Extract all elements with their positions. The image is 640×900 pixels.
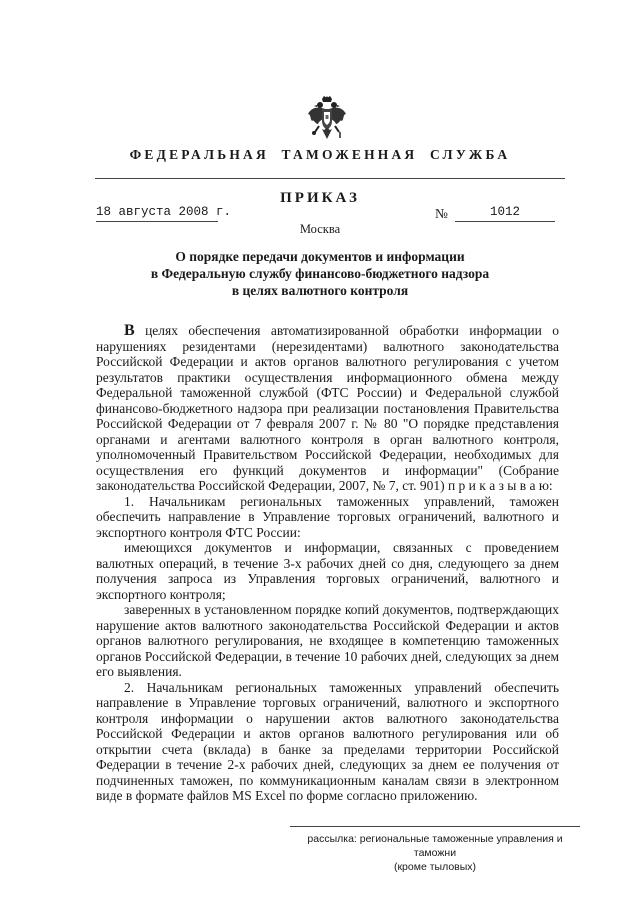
order-date: 18 августа 2008 г. xyxy=(96,205,232,219)
distribution-line: рассылка: региональные таможенные управления и таможни xyxy=(307,833,563,859)
order-number: 1012 xyxy=(490,205,521,219)
issue-city: Москва xyxy=(299,222,341,236)
header-divider xyxy=(95,178,565,179)
footer-divider xyxy=(290,826,580,827)
clause-1-item-paragraph: заверенных в установленном порядке копий документов, подтверждающих нарушение актов валютного законодательства Российской Федерации и актов органов валютного регулирования, не входящее в компетенцию таможенных органов Российской Федерации, в течение 10 рабочих дней, следующих за днем его выявления. xyxy=(96,602,559,679)
subject-line: в Федеральную службу финансово-бюджетного надзора xyxy=(150,266,490,281)
distribution-note xyxy=(290,832,580,874)
clause-1-item-paragraph: имеющихся документов и информации, связанных с проведением валютных операций, в течение 3-х рабочих дней со дня, следующего за днем получения запроса из Управления торговых ограничений, валютного и экспортного контроля; xyxy=(96,540,559,602)
order-body xyxy=(96,323,559,804)
order-subject xyxy=(80,248,560,299)
clause-1-paragraph: 1. Начальникам региональных таможенных управлений, таможен обеспечить направление в Управление торговых ограничений, валютного и экспортного контроля ФТС России: xyxy=(96,493,559,540)
preamble-paragraph: В целях обеспечения автоматизированной обработки информации о нарушениях резидентами (нерезидентами) валютного законодательства Российской Федерации и актов органов валютного регулирования с учетом результатов практики осуществления информационного обмена между Федеральной таможенной службой (ФТС России) и Федеральной службой финансово-бюджетного надзора при реализации постановления Правительства Российской Федерации от 7 февраля 2007 г. № 80 "О порядке представления органами и агентами валютного контроля в орган валютного контроля, уполномоченный Правительством Российской Федерации, необходимых для осуществления его функций документов и информации" (Собрание законодательства Российской Федерации, 2007, № 7, ст. 901) п р и к а з ы в а ю: xyxy=(96,322,559,493)
coat-of-arms-emblem-icon xyxy=(307,96,347,142)
number-sign: № xyxy=(435,206,448,221)
clause-2-paragraph: 2. Начальникам региональных таможенных управлений обеспечить направление в Управление торговых ограничений, валютного и экспортного контроля информации о нарушении актов валютного законодательства Российской Федерации и актов органов валютного регулирования или об открытии счета (вклада) в банке за пределами территории Российской Федерации в течение 2-х рабочих дней, следующих за днем ее получения от подчиненных таможен, по коммуникационным каналам связи в электронном виде в формате файлов MS Excel по форме согласно приложению. xyxy=(96,679,559,803)
document-type-title: ПРИКАЗ xyxy=(280,190,360,206)
subject-line: в целях валютного контроля xyxy=(231,283,409,298)
agency-name: ФЕДЕРАЛЬНАЯ ТАМОЖЕННАЯ СЛУЖБА xyxy=(129,147,511,162)
subject-line: О порядке передачи документов и информации xyxy=(175,249,465,264)
distribution-line: (кроме тыловых) xyxy=(393,861,477,873)
